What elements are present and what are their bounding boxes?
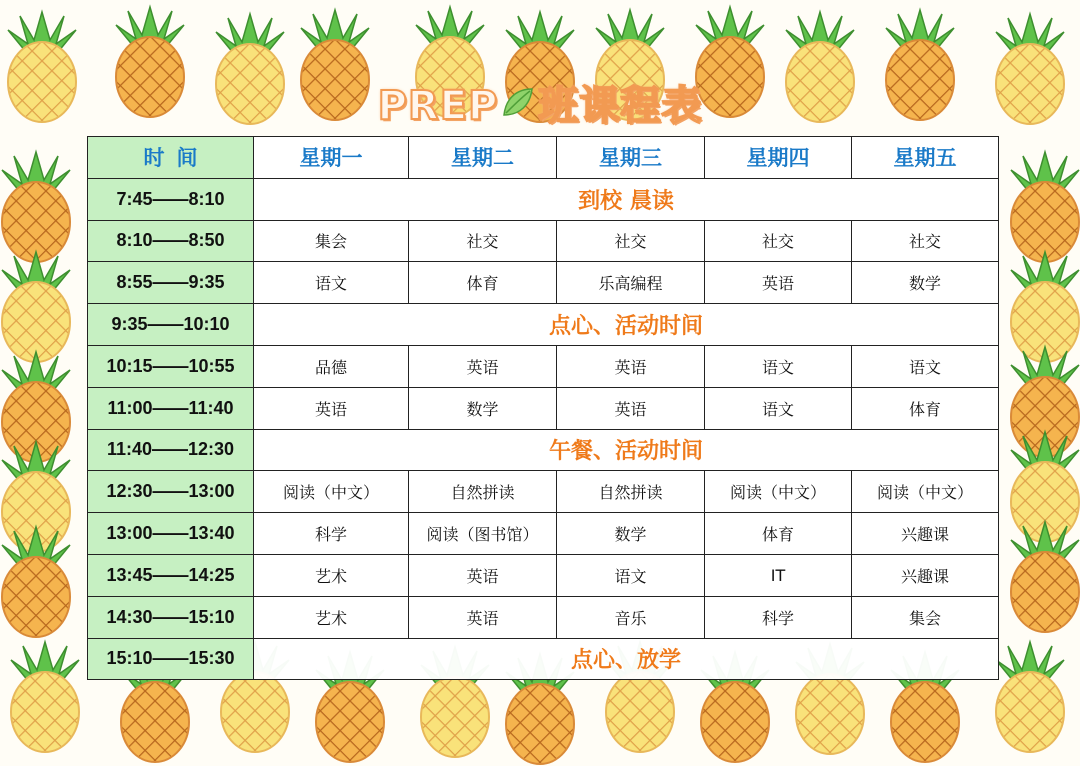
schedule-table (87, 136, 999, 680)
title-suffix: 班课程表 (538, 83, 703, 129)
day-header-mon: 星期一 (254, 137, 409, 179)
span-cell: 午餐、活动时间 (254, 429, 999, 471)
time-cell: 10:15——10:55 (88, 345, 254, 387)
class-cell: 自然拼读 (409, 471, 557, 513)
class-cell: 社交 (705, 220, 852, 262)
table-row (88, 471, 999, 513)
class-cell: 英语 (254, 387, 409, 429)
table-row (88, 638, 999, 680)
class-cell: 社交 (557, 220, 705, 262)
class-cell: 体育 (852, 387, 999, 429)
time-cell: 11:00——11:40 (88, 387, 254, 429)
table-row (88, 178, 999, 220)
class-cell: 社交 (852, 220, 999, 262)
table-row (88, 304, 999, 346)
class-cell: 英语 (409, 596, 557, 638)
table-row (88, 220, 999, 262)
class-cell: 集会 (254, 220, 409, 262)
leaf-icon (500, 85, 536, 131)
title-prefix: PREP (377, 83, 499, 129)
class-cell: 语文 (254, 262, 409, 304)
class-cell: 兴趣课 (852, 513, 999, 555)
class-cell: 乐高编程 (557, 262, 705, 304)
time-cell: 7:45——8:10 (88, 178, 254, 220)
class-cell: 品德 (254, 345, 409, 387)
span-cell: 点心、活动时间 (254, 304, 999, 346)
time-cell: 11:40——12:30 (88, 429, 254, 471)
table-row (88, 387, 999, 429)
class-cell: 英语 (557, 345, 705, 387)
span-cell: 点心、放学 (254, 638, 999, 680)
class-cell: 语文 (852, 345, 999, 387)
class-cell: 音乐 (557, 596, 705, 638)
time-cell: 8:10——8:50 (88, 220, 254, 262)
class-cell: 体育 (705, 513, 852, 555)
table-row (88, 554, 999, 596)
class-cell: 语文 (705, 387, 852, 429)
class-cell: 数学 (409, 387, 557, 429)
class-cell: 阅读（中文） (254, 471, 409, 513)
class-cell: 集会 (852, 596, 999, 638)
class-cell: 语文 (557, 554, 705, 596)
time-cell: 8:55——9:35 (88, 262, 254, 304)
time-header: 时间 (88, 137, 254, 179)
table-row (88, 262, 999, 304)
class-cell: 阅读（图书馆） (409, 513, 557, 555)
class-cell: 艺术 (254, 596, 409, 638)
class-cell: 科学 (705, 596, 852, 638)
day-header-tue: 星期二 (409, 137, 557, 179)
class-cell: 艺术 (254, 554, 409, 596)
time-cell: 15:10——15:30 (88, 638, 254, 680)
class-cell: IT (705, 554, 852, 596)
class-cell: 体育 (409, 262, 557, 304)
time-cell: 12:30——13:00 (88, 471, 254, 513)
class-cell: 数学 (557, 513, 705, 555)
class-cell: 阅读（中文） (852, 471, 999, 513)
class-cell: 自然拼读 (557, 471, 705, 513)
class-cell: 英语 (705, 262, 852, 304)
span-cell: 到校 晨读 (254, 178, 999, 220)
header-row (88, 137, 999, 179)
class-cell: 社交 (409, 220, 557, 262)
time-cell: 13:45——14:25 (88, 554, 254, 596)
day-header-thu: 星期四 (705, 137, 852, 179)
class-cell: 兴趣课 (852, 554, 999, 596)
class-cell: 语文 (705, 345, 852, 387)
table-row (88, 345, 999, 387)
class-cell: 英语 (409, 554, 557, 596)
class-cell: 数学 (852, 262, 999, 304)
table-row (88, 513, 999, 555)
class-cell: 英语 (557, 387, 705, 429)
class-cell: 英语 (409, 345, 557, 387)
class-cell: 阅读（中文） (705, 471, 852, 513)
time-cell: 13:00——13:40 (88, 513, 254, 555)
class-cell: 科学 (254, 513, 409, 555)
day-header-fri: 星期五 (852, 137, 999, 179)
table-row (88, 429, 999, 471)
table-row (88, 596, 999, 638)
time-cell: 14:30——15:10 (88, 596, 254, 638)
day-header-wed: 星期三 (557, 137, 705, 179)
time-cell: 9:35——10:10 (88, 304, 254, 346)
page-title (0, 74, 1080, 134)
